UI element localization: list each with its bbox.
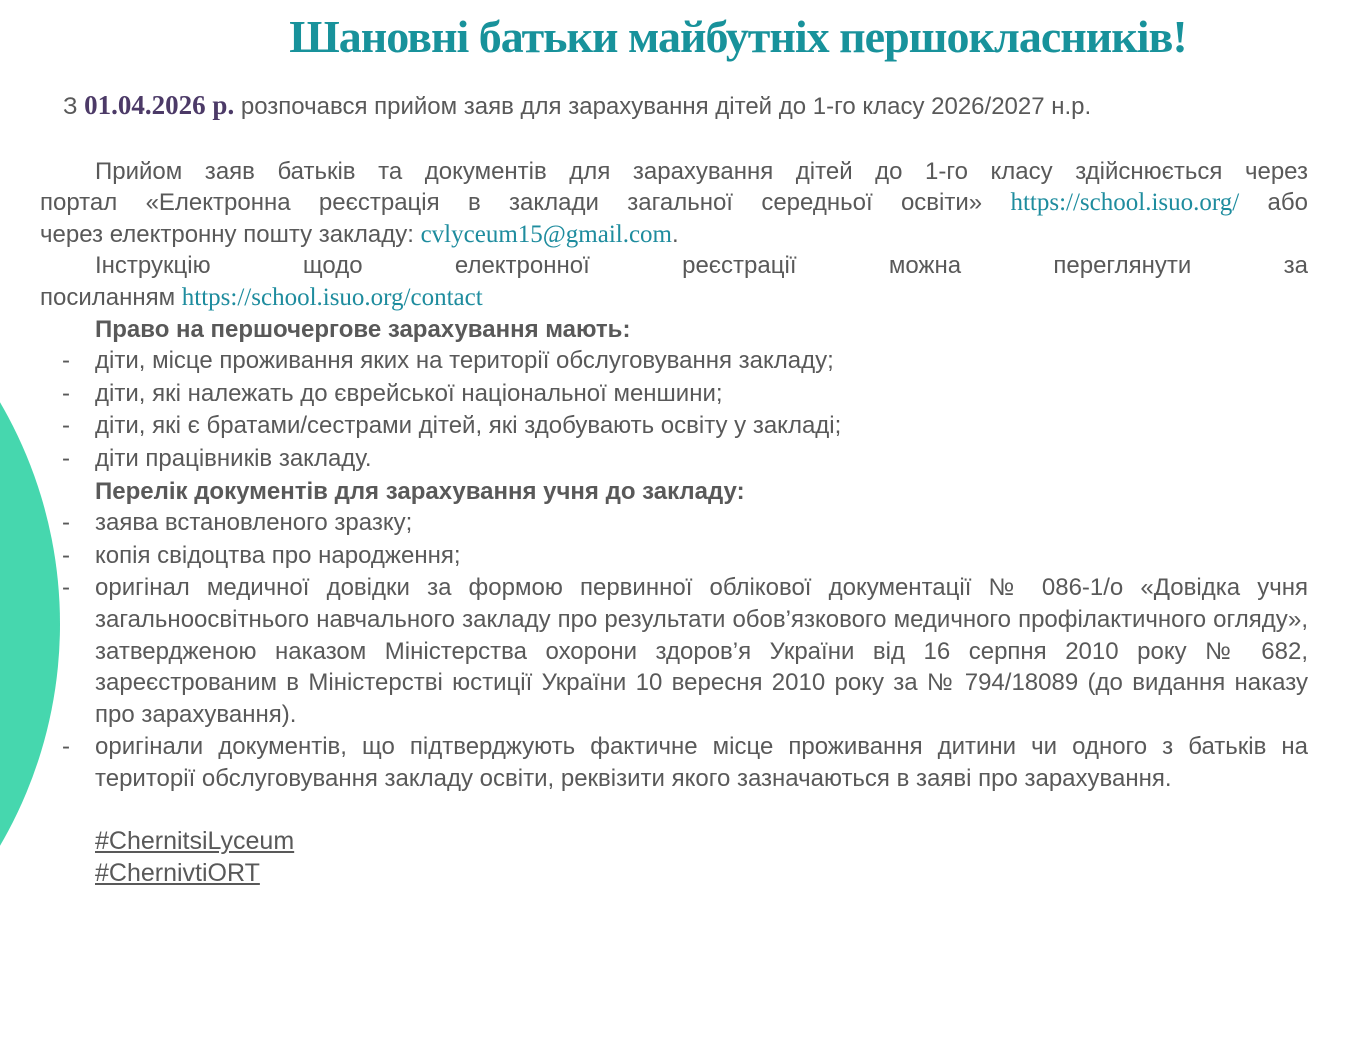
priority-item-text: діти працівників закладу. xyxy=(95,444,372,472)
intro-rest: розпочався прийом заяв для зарахування дітей до 1-го класу 2026/2027 н.р. xyxy=(234,93,1092,120)
document-item xyxy=(40,731,1308,794)
paragraph1-line2 xyxy=(40,187,1308,219)
page-title: Шановні батьки майбутніх першокласників! xyxy=(289,11,1187,62)
document-item-text: оригінал медичної довідки за формою первинної облікової документації № 086-1/о «Довідка учня загальноосвітнього навчального закладу про результати обов’язкового медичного профілактичного огляду», затвердженою наказом Міністерства охорони здоров’я України від 16 серпня 2010 року № 682, зареєстрованим в Міністерстві юстиції України 10 вересня 2010 року за № 794/18089 (до видання наказу про зарахування). xyxy=(95,574,1308,728)
document-item xyxy=(40,572,1308,730)
documents-heading: Перелік документів для зарахування учня до закладу: xyxy=(95,477,745,505)
document-item xyxy=(40,540,1308,572)
paragraph1-line3-text: через електронну пошту закладу: xyxy=(40,220,414,248)
paragraph2-line2-text: посиланням xyxy=(40,283,176,311)
hashtag-ort-link[interactable]: #ChernivtiORT xyxy=(95,859,260,888)
portal-link[interactable]: https://school.isuo.org/ xyxy=(1010,189,1240,217)
priority-item-text: діти, місце проживання яких на території обслуговування закладу; xyxy=(95,347,834,375)
document-item xyxy=(40,507,1308,539)
document-item-text: оригінали документів, що підтверджують фактичне місце проживання дитини чи одного з батьків на території обслуговування закладу освіти, реквізити якого зазначаються в заяві про зарахування. xyxy=(95,733,1308,792)
priority-item xyxy=(40,378,1308,410)
hashtags-block xyxy=(40,825,1308,889)
intro-prefix: З xyxy=(63,93,85,120)
priority-item xyxy=(40,345,1308,377)
hashtag-lyceum-link[interactable]: #ChernitsiLyceum xyxy=(95,827,295,856)
announcement-body xyxy=(40,90,1308,889)
priority-item xyxy=(40,410,1308,442)
paragraph1-line2-suffix: або xyxy=(1267,189,1308,217)
paragraph1-line3 xyxy=(40,219,1308,251)
paragraph1-line2-text: портал «Електронна реєстрація в заклади загальної середньої освіти» xyxy=(40,189,983,217)
priority-item-text: діти, які є братами/сестрами дітей, які здобувають освіту у закладі; xyxy=(95,412,842,440)
paragraph1-line1: Прийом заяв батьків та документів для зарахування дітей до 1-го класу здійснюється через xyxy=(95,157,1308,185)
priority-item-text: діти, які належать до єврейської національної меншини; xyxy=(95,379,723,407)
school-email-link[interactable]: cvlyceum15@gmail.com xyxy=(420,220,673,248)
priority-item xyxy=(40,443,1308,475)
start-date: 01.04.2026 р. xyxy=(84,90,235,120)
document-item-text: копія свідоцтва про народження; xyxy=(95,541,461,569)
paragraph2-line2 xyxy=(40,282,1308,314)
paragraph1-line3-period: . xyxy=(672,220,679,248)
intro-line xyxy=(40,90,1308,123)
paragraph2-line1: Інструкцію щодо електронної реєстрації можна переглянути за xyxy=(95,252,1308,280)
contact-link[interactable]: https://school.isuo.org/contact xyxy=(181,283,483,311)
priority-heading: Право на першочергове зарахування мають: xyxy=(95,315,631,343)
document-item-text: заява встановленого зразку; xyxy=(95,509,413,537)
